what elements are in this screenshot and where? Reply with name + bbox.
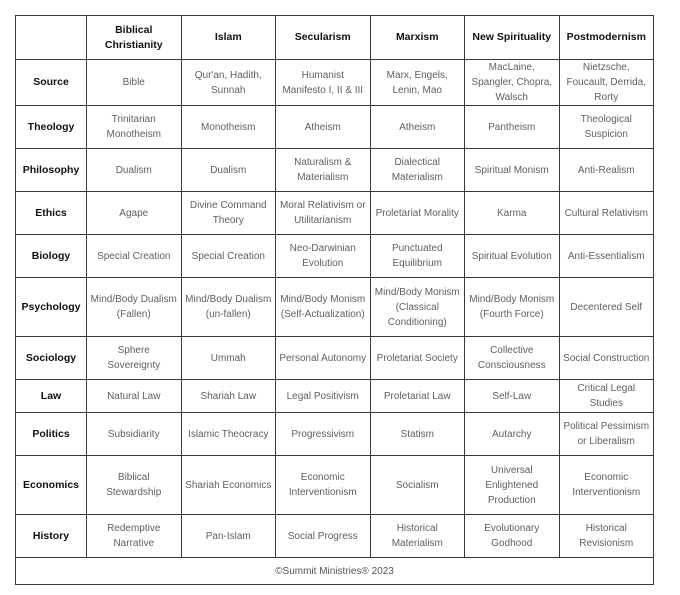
- table-cell: Mind/Body Dualism (Fallen): [87, 278, 182, 337]
- table-cell: Social Progress: [276, 515, 371, 558]
- table-cell: Historical Materialism: [370, 515, 465, 558]
- table-cell: Trinitarian Monotheism: [87, 106, 182, 149]
- row-label: Politics: [16, 413, 87, 456]
- table-row: [16, 235, 654, 278]
- header-marxism: Marxism: [370, 16, 465, 60]
- table-cell: Atheism: [276, 106, 371, 149]
- table-cell: Agape: [87, 192, 182, 235]
- table-cell: Shariah Law: [181, 380, 276, 413]
- header-row: [16, 16, 654, 60]
- row-label: History: [16, 515, 87, 558]
- table-row: [16, 192, 654, 235]
- table-cell: Ummah: [181, 337, 276, 380]
- table-cell: Redemptive Narrative: [87, 515, 182, 558]
- table-cell: Statism: [370, 413, 465, 456]
- table-cell: Atheism: [370, 106, 465, 149]
- header-postmodernism: Postmodernism: [559, 16, 654, 60]
- worldview-table-container: [15, 15, 653, 585]
- table-cell: Collective Consciousness: [465, 337, 560, 380]
- table-cell: Political Pessimism or Liberalism: [559, 413, 654, 456]
- table-cell: Mind/Body Monism (Classical Conditioning): [370, 278, 465, 337]
- row-label: Source: [16, 60, 87, 106]
- row-label: Economics: [16, 456, 87, 515]
- row-label: Law: [16, 380, 87, 413]
- table-cell: Evolutionary Godhood: [465, 515, 560, 558]
- row-label: Biology: [16, 235, 87, 278]
- table-cell: Pantheism: [465, 106, 560, 149]
- row-label: Theology: [16, 106, 87, 149]
- table-cell: Special Creation: [87, 235, 182, 278]
- table-cell: Punctuated Equilibrium: [370, 235, 465, 278]
- table-cell: Cultural Relativism: [559, 192, 654, 235]
- table-cell: Nietzsche, Foucault, Derrida, Rorty: [559, 60, 654, 106]
- table-cell: Dualism: [87, 149, 182, 192]
- table-cell: Mind/Body Dualism (un-fallen): [181, 278, 276, 337]
- table-cell: Shariah Economics: [181, 456, 276, 515]
- table-cell: Humanist Manifesto I, II & III: [276, 60, 371, 106]
- table-cell: Progressivism: [276, 413, 371, 456]
- table-cell: Pan-Islam: [181, 515, 276, 558]
- table-row: [16, 413, 654, 456]
- copyright-footer: ©Summit Ministries® 2023: [16, 558, 654, 585]
- table-row: [16, 337, 654, 380]
- table-cell: Mind/Body Monism (Self-Actualization): [276, 278, 371, 337]
- worldview-comparison-table: [15, 15, 654, 585]
- table-row: [16, 278, 654, 337]
- table-cell: Dualism: [181, 149, 276, 192]
- table-cell: Naturalism & Materialism: [276, 149, 371, 192]
- table-cell: Neo-Darwinian Evolution: [276, 235, 371, 278]
- row-label: Ethics: [16, 192, 87, 235]
- row-label: Sociology: [16, 337, 87, 380]
- table-cell: Self-Law: [465, 380, 560, 413]
- table-cell: Spiritual Monism: [465, 149, 560, 192]
- table-row: [16, 380, 654, 413]
- table-cell: Bible: [87, 60, 182, 106]
- table-cell: Spiritual Evolution: [465, 235, 560, 278]
- header-corner: [16, 16, 87, 60]
- table-cell: Subsidiarity: [87, 413, 182, 456]
- table-cell: Special Creation: [181, 235, 276, 278]
- table-cell: Decentered Self: [559, 278, 654, 337]
- table-cell: Social Construction: [559, 337, 654, 380]
- table-cell: Mind/Body Monism (Fourth Force): [465, 278, 560, 337]
- table-cell: Universal Enlightened Production: [465, 456, 560, 515]
- table-cell: Critical Legal Studies: [559, 380, 654, 413]
- footer-row: [16, 558, 654, 585]
- header-biblical-christianity: Biblical Christianity: [87, 16, 182, 60]
- row-label: Philosophy: [16, 149, 87, 192]
- table-row: [16, 456, 654, 515]
- table-row: [16, 106, 654, 149]
- table-cell: Qur'an, Hadith, Sunnah: [181, 60, 276, 106]
- table-cell: Proletariat Morality: [370, 192, 465, 235]
- header-islam: Islam: [181, 16, 276, 60]
- table-cell: Natural Law: [87, 380, 182, 413]
- table-row: [16, 515, 654, 558]
- table-row: [16, 149, 654, 192]
- table-cell: Autarchy: [465, 413, 560, 456]
- table-cell: Moral Relativism or Utilitarianism: [276, 192, 371, 235]
- table-cell: MacLaine, Spangler, Chopra, Walsch: [465, 60, 560, 106]
- table-cell: Marx, Engels, Lenin, Mao: [370, 60, 465, 106]
- table-cell: Proletariat Society: [370, 337, 465, 380]
- table-cell: Sphere Sovereignty: [87, 337, 182, 380]
- header-secularism: Secularism: [276, 16, 371, 60]
- table-cell: Legal Positivism: [276, 380, 371, 413]
- table-cell: Biblical Stewardship: [87, 456, 182, 515]
- table-row: [16, 60, 654, 106]
- table-cell: Economic Interventionism: [559, 456, 654, 515]
- table-cell: Anti-Realism: [559, 149, 654, 192]
- table-cell: Theological Suspicion: [559, 106, 654, 149]
- table-cell: Dialectical Materialism: [370, 149, 465, 192]
- row-label: Psychology: [16, 278, 87, 337]
- table-cell: Islamic Theocracy: [181, 413, 276, 456]
- table-cell: Historical Revisionism: [559, 515, 654, 558]
- table-body: [16, 60, 654, 558]
- table-cell: Karma: [465, 192, 560, 235]
- table-cell: Socialism: [370, 456, 465, 515]
- table-cell: Personal Autonomy: [276, 337, 371, 380]
- header-new-spirituality: New Spirituality: [465, 16, 560, 60]
- table-cell: Anti-Essentialism: [559, 235, 654, 278]
- table-cell: Divine Command Theory: [181, 192, 276, 235]
- table-cell: Economic Interventionism: [276, 456, 371, 515]
- table-cell: Proletariat Law: [370, 380, 465, 413]
- table-cell: Monotheism: [181, 106, 276, 149]
